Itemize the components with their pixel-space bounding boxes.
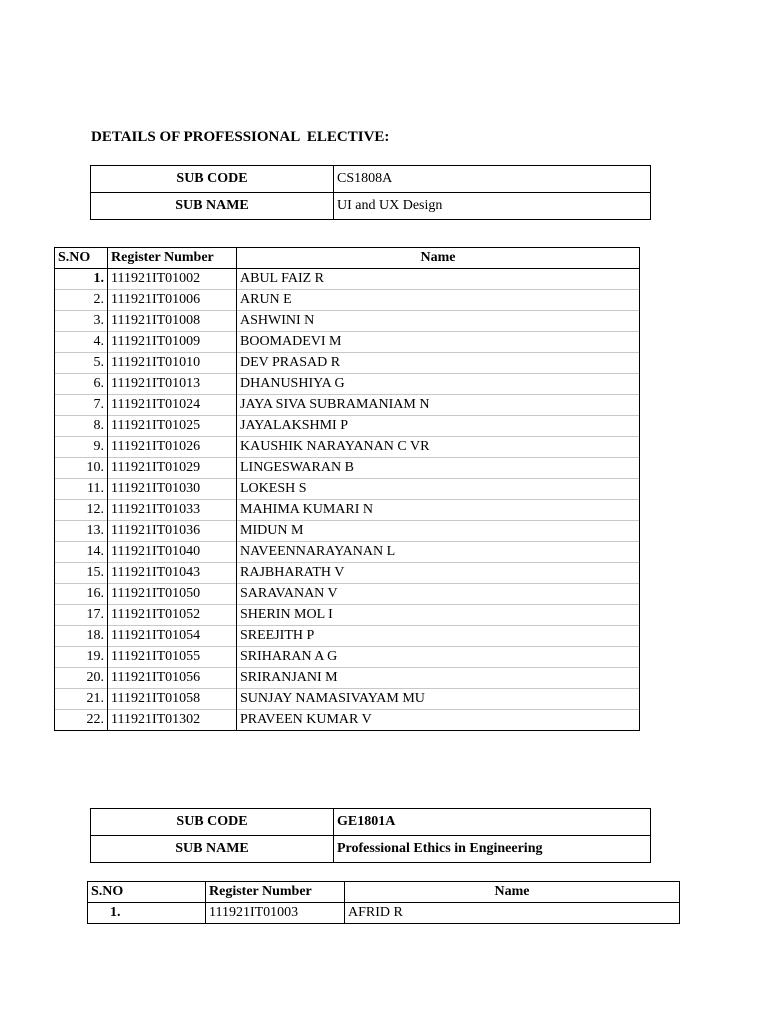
register-number-cell: 111921IT01040	[108, 542, 237, 563]
table-row	[88, 903, 680, 924]
student-table	[54, 247, 640, 731]
column-header-name: Name	[345, 882, 680, 903]
register-number-cell: 111921IT01008	[108, 311, 237, 332]
sno-cell: 22.	[55, 710, 108, 731]
column-header-name: Name	[237, 248, 640, 269]
register-number-cell: 111921IT01050	[108, 584, 237, 605]
sno-cell: 11.	[55, 479, 108, 500]
sno-cell: 7.	[55, 395, 108, 416]
register-number-cell: 111921IT01302	[108, 710, 237, 731]
register-number-cell: 111921IT01056	[108, 668, 237, 689]
sno-cell: 1.	[88, 903, 206, 924]
page-heading: DETAILS OF PROFESSIONAL ELECTIVE:	[91, 129, 390, 145]
student-name-cell: KAUSHIK NARAYANAN C VR	[237, 437, 640, 458]
register-number-cell: 111921IT01003	[206, 903, 345, 924]
sno-cell: 21.	[55, 689, 108, 710]
table-row	[55, 395, 640, 416]
student-name-cell: LINGESWARAN B	[237, 458, 640, 479]
register-number-cell: 111921IT01058	[108, 689, 237, 710]
register-number-cell: 111921IT01029	[108, 458, 237, 479]
sub-name-label: SUB NAME	[91, 193, 334, 220]
table-row	[55, 689, 640, 710]
student-name-cell: SREEJITH P	[237, 626, 640, 647]
sno-cell: 14.	[55, 542, 108, 563]
sno-cell: 20.	[55, 668, 108, 689]
register-number-cell: 111921IT01043	[108, 563, 237, 584]
sno-cell: 2.	[55, 290, 108, 311]
student-name-cell: ARUN E	[237, 290, 640, 311]
table-row	[55, 521, 640, 542]
table-row	[55, 269, 640, 290]
sno-cell: 6.	[55, 374, 108, 395]
sub-name-label: SUB NAME	[91, 836, 334, 863]
student-name-cell: PRAVEEN KUMAR V	[237, 710, 640, 731]
sub-name-value: Professional Ethics in Engineering	[334, 836, 651, 863]
register-number-cell: 111921IT01055	[108, 647, 237, 668]
table-row	[55, 584, 640, 605]
student-name-cell: DEV PRASAD R	[237, 353, 640, 374]
table-row	[55, 353, 640, 374]
sno-cell: 3.	[55, 311, 108, 332]
student-name-cell: SRIHARAN A G	[237, 647, 640, 668]
table-row	[55, 416, 640, 437]
sub-code-label: SUB CODE	[91, 166, 334, 193]
sno-cell: 15.	[55, 563, 108, 584]
register-number-cell: 111921IT01006	[108, 290, 237, 311]
sno-cell: 13.	[55, 521, 108, 542]
column-header-register-number: Register Number	[108, 248, 237, 269]
table-row	[55, 542, 640, 563]
student-name-cell: BOOMADEVI M	[237, 332, 640, 353]
table-row	[55, 668, 640, 689]
sno-cell: 4.	[55, 332, 108, 353]
table-row	[55, 458, 640, 479]
student-name-cell: SHERIN MOL I	[237, 605, 640, 626]
sub-code-value: CS1808A	[334, 166, 651, 193]
sub-code-row	[91, 809, 651, 836]
student-name-cell: SARAVANAN V	[237, 584, 640, 605]
table-row	[55, 605, 640, 626]
sno-cell: 16.	[55, 584, 108, 605]
register-number-cell: 111921IT01054	[108, 626, 237, 647]
student-name-cell: SUNJAY NAMASIVAYAM MU	[237, 689, 640, 710]
sno-cell: 10.	[55, 458, 108, 479]
sno-cell: 18.	[55, 626, 108, 647]
student-name-cell: MAHIMA KUMARI N	[237, 500, 640, 521]
student-name-cell: LOKESH S	[237, 479, 640, 500]
student-name-cell: ASHWINI N	[237, 311, 640, 332]
register-number-cell: 111921IT01025	[108, 416, 237, 437]
register-number-cell: 111921IT01002	[108, 269, 237, 290]
table-row	[55, 710, 640, 731]
sno-cell: 9.	[55, 437, 108, 458]
sub-code-value: GE1801A	[334, 809, 651, 836]
student-name-cell: AFRID R	[345, 903, 680, 924]
register-number-cell: 111921IT01036	[108, 521, 237, 542]
register-number-cell: 111921IT01024	[108, 395, 237, 416]
sub-name-value: UI and UX Design	[334, 193, 651, 220]
subject-info-table	[90, 808, 651, 863]
table-row	[55, 332, 640, 353]
sub-code-row	[91, 166, 651, 193]
table-row	[55, 563, 640, 584]
register-number-cell: 111921IT01033	[108, 500, 237, 521]
table-header-row	[88, 882, 680, 903]
sub-name-row	[91, 836, 651, 863]
sno-cell: 17.	[55, 605, 108, 626]
sno-cell: 12.	[55, 500, 108, 521]
register-number-cell: 111921IT01052	[108, 605, 237, 626]
student-name-cell: DHANUSHIYA G	[237, 374, 640, 395]
table-row	[55, 311, 640, 332]
table-row	[55, 437, 640, 458]
sno-cell: 19.	[55, 647, 108, 668]
student-name-cell: JAYA SIVA SUBRAMANIAM N	[237, 395, 640, 416]
student-name-cell: MIDUN M	[237, 521, 640, 542]
register-number-cell: 111921IT01009	[108, 332, 237, 353]
sno-cell: 8.	[55, 416, 108, 437]
student-table	[87, 881, 680, 924]
register-number-cell: 111921IT01010	[108, 353, 237, 374]
table-row	[55, 290, 640, 311]
sub-name-row	[91, 193, 651, 220]
table-row	[55, 647, 640, 668]
subject-info-table	[90, 165, 651, 220]
sno-cell: 5.	[55, 353, 108, 374]
register-number-cell: 111921IT01013	[108, 374, 237, 395]
table-header-row	[55, 248, 640, 269]
sno-cell: 1.	[55, 269, 108, 290]
student-name-cell: ABUL FAIZ R	[237, 269, 640, 290]
sub-code-label: SUB CODE	[91, 809, 334, 836]
student-name-cell: RAJBHARATH V	[237, 563, 640, 584]
student-name-cell: SRIRANJANI M	[237, 668, 640, 689]
table-row	[55, 479, 640, 500]
register-number-cell: 111921IT01030	[108, 479, 237, 500]
student-name-cell: NAVEENNARAYANAN L	[237, 542, 640, 563]
column-header-sno: S.NO	[55, 248, 108, 269]
table-row	[55, 500, 640, 521]
student-name-cell: JAYALAKSHMI P	[237, 416, 640, 437]
register-number-cell: 111921IT01026	[108, 437, 237, 458]
table-row	[55, 374, 640, 395]
column-header-sno: S.NO	[88, 882, 206, 903]
table-row	[55, 626, 640, 647]
column-header-register-number: Register Number	[206, 882, 345, 903]
